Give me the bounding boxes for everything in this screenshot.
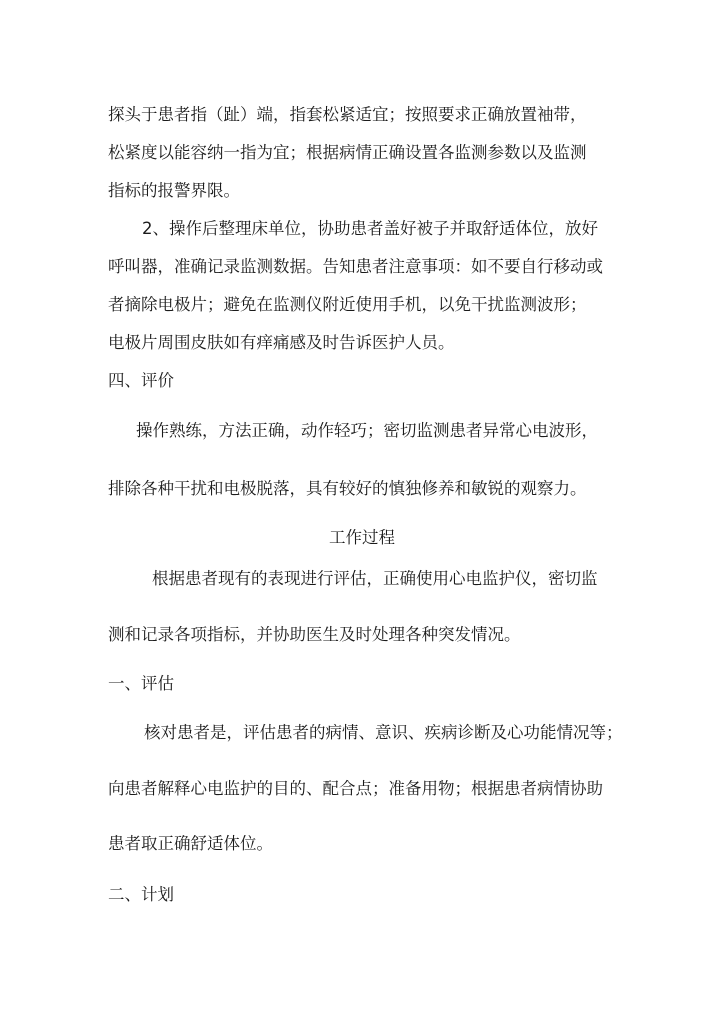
text-line: 根据患者现有的表现进行评估，正确使用心电监护仪，密切监 [152,569,598,588]
text-line: 探头于患者指（趾）端，指套松紧适宜；按照要求正确放置袖带， [108,105,587,124]
text-line: 核对患者是，评估患者的病情、意识、疾病诊断及心功能情况等； [144,723,623,742]
text-line: 指标的报警界限。 [108,181,240,200]
section-heading: 四、评价 [108,371,174,390]
text-line: 2、操作后整理床单位，协助患者盖好被子并取舒适体位，放好 [142,219,598,238]
text-line: 患者取正确舒适体位。 [108,834,273,853]
text-line: 测和记录各项指标，并协助医生及时处理各种突发情况。 [108,625,521,644]
text-line: 者摘除电极片；避免在监测仪附近使用手机，以免干扰监测波形； [108,295,587,314]
section-title: 工作过程 [329,528,395,547]
text-line: 呼叫器，准确记录监测数据。告知患者注意事项：如不要自行移动或 [108,257,603,276]
section-heading: 二、计划 [108,885,174,904]
text-line: 电极片周围皮肤如有痒痛感及时告诉医护人员。 [108,333,455,352]
text-line: 松紧度以能容纳一指为宜；根据病情正确设置各监测参数以及监测 [108,143,587,162]
text-line: 向患者解释心电监护的目的、配合点；准备用物；根据患者病情协助 [108,779,603,798]
section-heading: 一、评估 [108,674,174,693]
text-line: 操作熟练，方法正确，动作轻巧；密切监测患者异常心电波形， [136,421,598,440]
text-line: 排除各种干扰和电极脱落，具有较好的慎独修养和敏锐的观察力。 [108,479,587,498]
